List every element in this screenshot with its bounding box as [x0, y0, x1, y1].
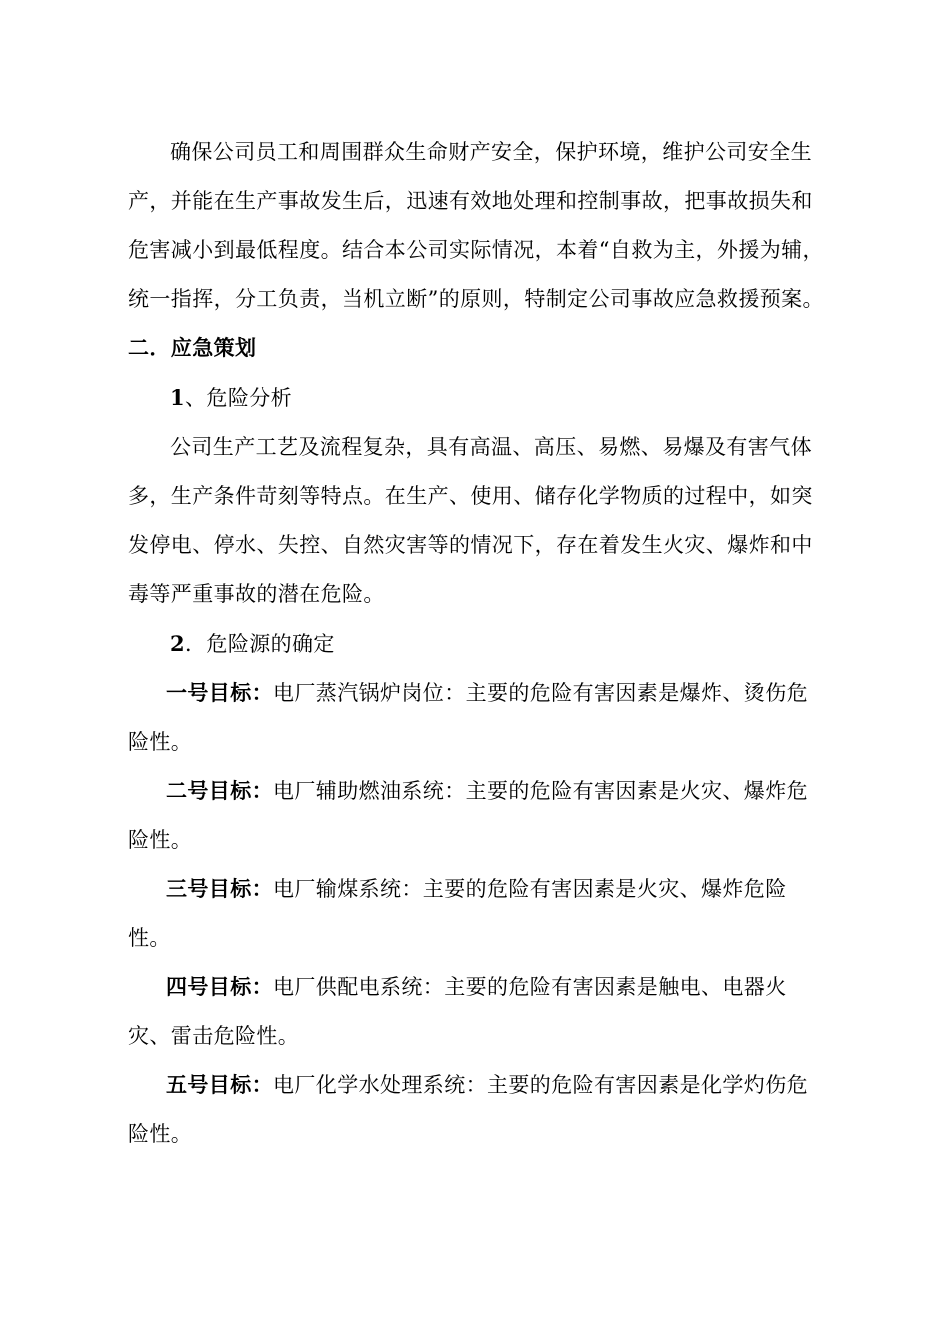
target-item [128, 767, 828, 865]
hazard-analysis-paragraph: 公司生产工艺及流程复杂，具有高温、高压、易燃、易爆及有害气体多，生产条件苛刻等特点。在生产、使用、储存化学物质的过程中，如突发停电、停水、失控、自然灾害等的情况下，存在着发生火灾、爆炸和中毒等严重事故的潜在危险。 [128, 435, 813, 606]
subsection-heading-1 [128, 373, 828, 423]
target-label: 三号目标： [166, 877, 273, 901]
target-text: 电厂辅助燃油系统：主要的危险有害因素是火灾、爆炸危险性。 [128, 779, 808, 852]
target-item [128, 669, 828, 767]
document-body [128, 128, 828, 1159]
subsection-number-2: 2 [170, 631, 186, 656]
target-label: 二号目标： [166, 779, 273, 803]
target-text: 电厂蒸汽锅炉岗位：主要的危险有害因素是爆炸、烫伤危险性。 [128, 681, 808, 754]
target-label: 五号目标： [166, 1073, 273, 1097]
target-label: 一号目标： [166, 681, 273, 705]
subsection-title-2: ．危险源的确定 [185, 632, 335, 656]
target-item [128, 865, 828, 963]
section-heading: 二．应急策划 [128, 336, 257, 360]
subsection-number-1: 1 [170, 385, 186, 410]
subsection-heading-2 [128, 619, 828, 669]
target-label: 四号目标： [166, 975, 273, 999]
intro-paragraph: 确保公司员工和周围群众生命财产安全，保护环境，维护公司安全生产，并能在生产事故发生后，迅速有效地处理和控制事故，把事故损失和危害减小到最低程度。结合本公司实际情况，本着“自救为主，外援为辅，统一指挥，分工负责，当机立断”的原则，特制定公司事故应急救援预案。 [128, 140, 824, 311]
target-text: 电厂供配电系统：主要的危险有害因素是触电、电器火灾、雷击危险性。 [128, 975, 787, 1048]
subsection-title-1: 、危险分析 [185, 386, 293, 410]
target-text: 电厂输煤系统：主要的危险有害因素是火灾、爆炸危险性。 [128, 877, 787, 950]
target-item [128, 1061, 828, 1159]
target-text: 电厂化学水处理系统：主要的危险有害因素是化学灼伤危险性。 [128, 1073, 808, 1146]
target-item [128, 963, 828, 1061]
